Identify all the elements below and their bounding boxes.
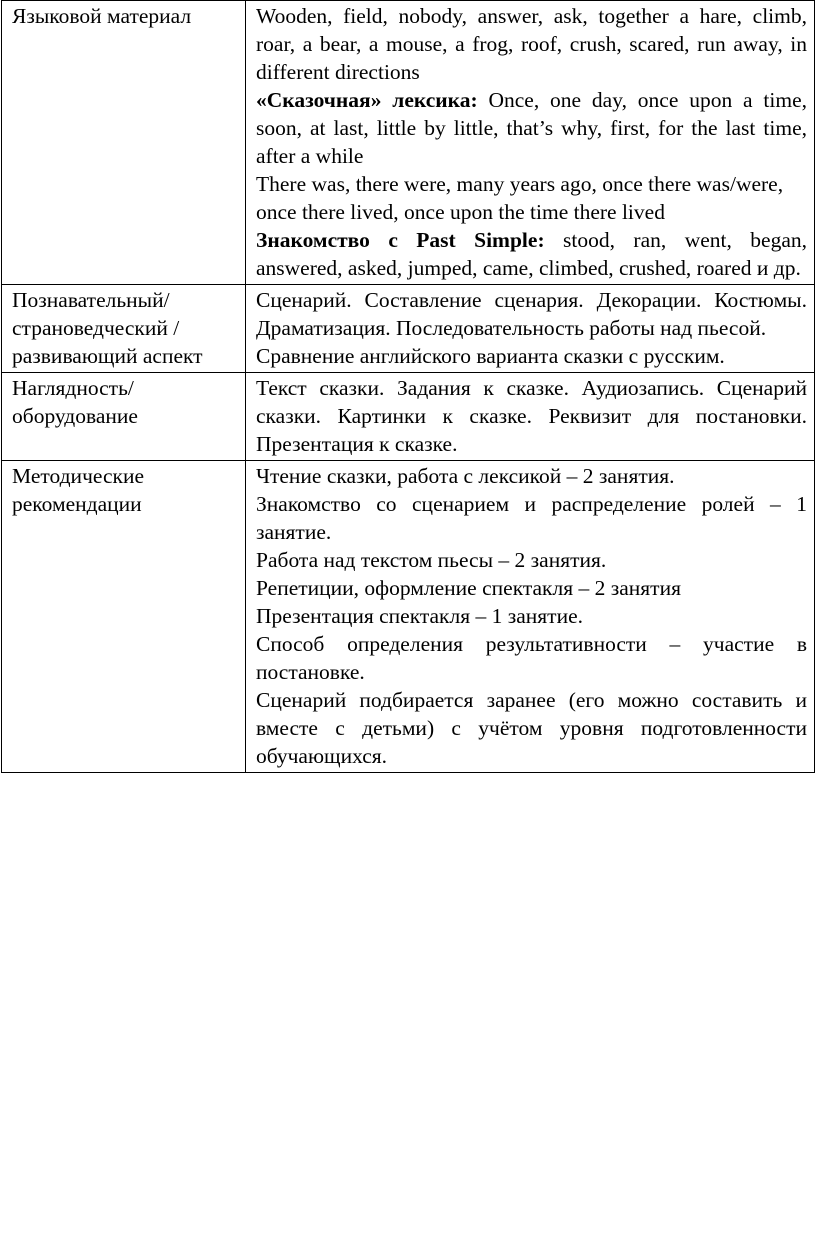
paragraph-text: Сравнение английского варианта сказки с русским. (256, 344, 725, 368)
paragraph-text: stood, ran, went, began, answered, asked, jumped, came, climbed, crushed, roared и др. (256, 228, 807, 280)
paragraph-text: Сценарий подбирается заранее (его можно составить и вместе с детьми) с учётом уровня подготовленности обучающихся. (256, 688, 807, 768)
row-label-cell (2, 285, 246, 373)
content-paragraph (256, 462, 807, 490)
paragraph-text: Способ определения результативности – участие в постановке. (256, 632, 807, 684)
table-row (2, 461, 815, 773)
paragraph-text: Текст сказки. Задания к сказке. Аудиозапись. Сценарий сказки. Картинки к сказке. Реквизит для постановки. Презентация к сказке. (256, 376, 807, 456)
content-paragraph (256, 226, 807, 282)
paragraph-text: Презентация спектакля – 1 занятие. (256, 604, 583, 628)
paragraph-text: Сценарий. Составление сценария. Декорации. Костюмы. Драматизация. Последовательность работы над пьесой. (256, 288, 807, 340)
content-paragraph (256, 490, 807, 546)
paragraph-bold-lead: Знакомство с Past Simple: (256, 228, 545, 252)
table-row (2, 1, 815, 285)
row-label: Языковой материал (12, 4, 192, 28)
lesson-plan-table (1, 0, 815, 773)
paragraph-text: Once, one day, once upon a time, soon, at last, little by little, that’s why, first, for the last time, after a while (256, 88, 807, 168)
table-row (2, 285, 815, 373)
content-paragraph (256, 286, 807, 342)
content-paragraph (256, 342, 807, 370)
content-paragraph (256, 86, 807, 170)
paragraph-text: Wooden, field, nobody, answer, ask, together a hare, climb, roar, a bear, a mouse, a frog, roof, crush, scared, run away, in different directions (256, 4, 807, 84)
row-label: Методические рекомендации (12, 464, 144, 516)
content-paragraph (256, 170, 807, 226)
row-label-cell (2, 461, 246, 773)
content-paragraph (256, 686, 807, 770)
paragraph-bold-lead: «Сказочная» лексика: (256, 88, 478, 112)
content-paragraph (256, 2, 807, 86)
row-content-cell (246, 285, 815, 373)
row-content-cell (246, 1, 815, 285)
row-label: Наглядность/ оборудование (12, 376, 138, 428)
paragraph-text: Знакомство со сценарием и распределение ролей – 1 занятие. (256, 492, 807, 544)
content-paragraph (256, 374, 807, 458)
row-label-cell (2, 373, 246, 461)
paragraph-text: There was, there were, many years ago, once there was/were, once there lived, once upon the time there lived (256, 172, 784, 224)
paragraph-text: Работа над текстом пьесы – 2 занятия. (256, 548, 607, 572)
content-paragraph (256, 574, 807, 602)
content-paragraph (256, 546, 807, 574)
row-content-cell (246, 373, 815, 461)
row-label-cell (2, 1, 246, 285)
paragraph-text: Репетиции, оформление спектакля – 2 занятия (256, 576, 681, 600)
row-label: Познавательный/ страноведческий /развивающий аспект (12, 288, 203, 368)
content-paragraph (256, 602, 807, 630)
row-content-cell (246, 461, 815, 773)
content-paragraph (256, 630, 807, 686)
paragraph-text: Чтение сказки, работа с лексикой – 2 занятия. (256, 464, 675, 488)
table-row (2, 373, 815, 461)
